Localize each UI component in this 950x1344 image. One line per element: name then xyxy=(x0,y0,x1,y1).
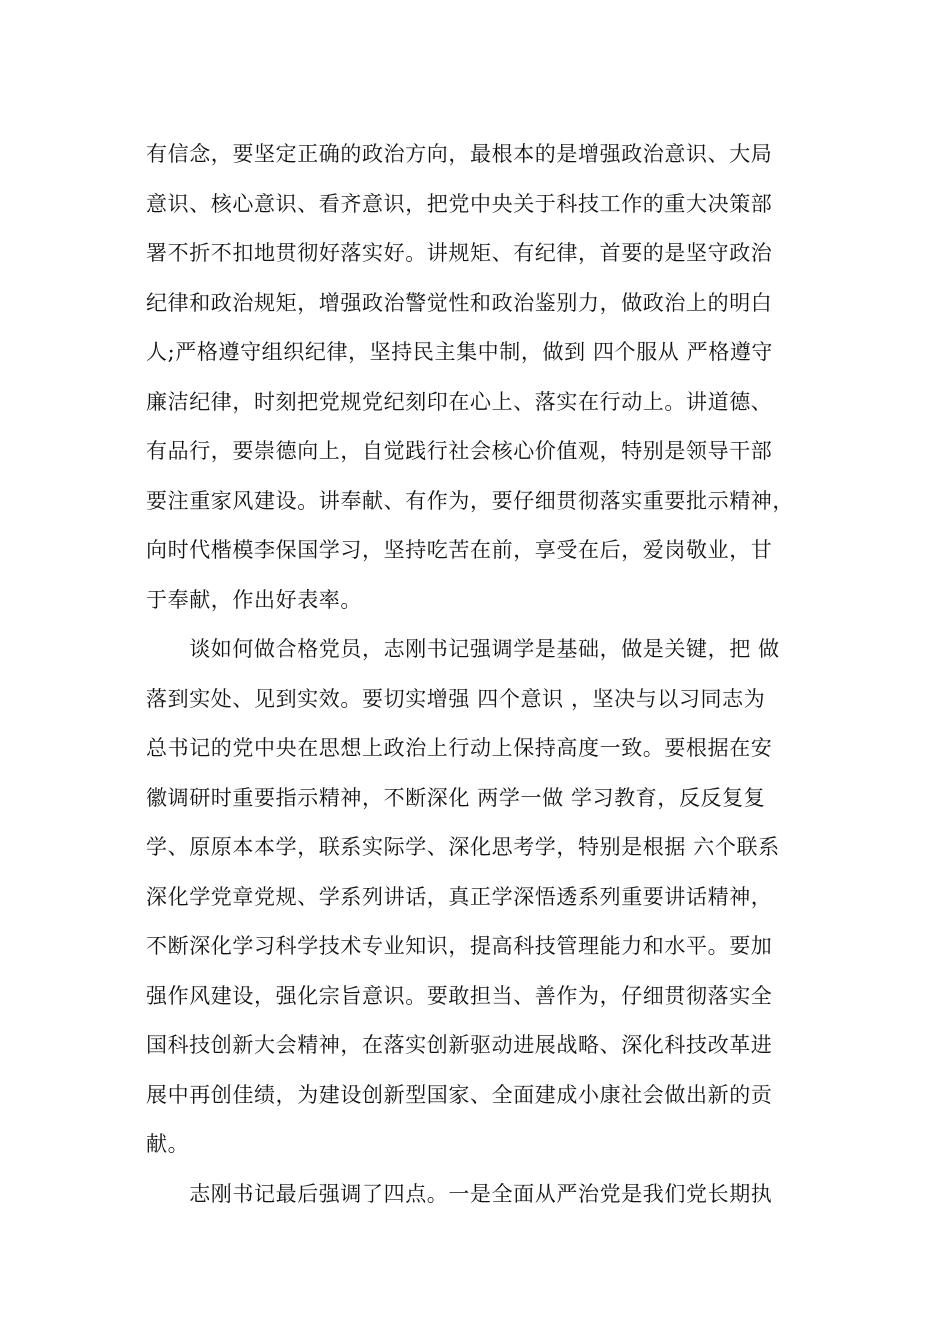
text-line: 于奉献，作出好表率。 xyxy=(146,587,362,612)
text-line: 向时代楷模李保国学习，坚持吃苦在前，享受在后，爱岗敬业，甘 xyxy=(146,538,773,562)
text-line: 献。 xyxy=(146,1132,190,1156)
text-line: 谈如何做合格党员，志刚书记强调学是基础，做是关键，把 做 xyxy=(146,637,780,661)
document-body xyxy=(146,130,826,1219)
text-line: 廉洁纪律，时刻把党规党纪刻印在心上、落实在行动上。讲道德、 xyxy=(146,389,773,414)
text-line: 意识、核心意识、看齐意识，把党中央关于科技工作的重大决策部 xyxy=(146,191,773,216)
text-line: 人;严格遵守组织纪律，坚持民主集中制，做到 四个服从 严格遵守 xyxy=(146,340,774,364)
text-line: 署不折不扣地贯彻好落实好。讲规矩、有纪律，首要的是坚守政治 xyxy=(146,241,773,265)
text-line: 深化学党章党规、学系列讲话，真正学深悟透系列重要讲话精神， xyxy=(146,884,773,909)
text-line: 有品行，要崇德向上，自觉践行社会核心价值观，特别是领导干部 xyxy=(146,439,773,463)
text-line: 志刚书记最后强调了四点。一是全面从严治党是我们党长期执 xyxy=(146,1181,773,1206)
text-line: 徽调研时重要指示精神，不断深化 两学一做 学习教育，反反复复 xyxy=(146,785,766,810)
text-line: 总书记的党中央在思想上政治上行动上保持高度一致。要根据在安 xyxy=(146,736,773,760)
text-line: 纪律和政治规矩，增强政治警觉性和政治鉴别力，做政治上的明白 xyxy=(146,290,773,315)
text-line: 不断深化学习科学技术专业知识，提高科技管理能力和水平。要加 xyxy=(146,934,773,958)
text-line: 强作风建设，强化宗旨意识。要敢担当、善作为，仔细贯彻落实全 xyxy=(146,983,773,1008)
text-line: 要注重家风建设。讲奉献、有作为，要仔细贯彻落实重要批示精神， xyxy=(146,488,794,513)
text-line: 落到实处、见到实效。要切实增强 四个意识 ，坚决与以习同志为 xyxy=(146,686,766,711)
text-line: 学、原原本本学，联系实际学、深化思考学，特别是根据 六个联系 xyxy=(146,835,780,859)
text-line: 有信念，要坚定正确的政治方向，最根本的是增强政治意识、大局 xyxy=(146,142,773,166)
text-line: 展中再创佳绩，为建设创新型国家、全面建成小康社会做出新的贡 xyxy=(146,1082,773,1107)
text-line: 国科技创新大会精神，在落实创新驱动进展战略、深化科技改革进 xyxy=(146,1033,773,1057)
